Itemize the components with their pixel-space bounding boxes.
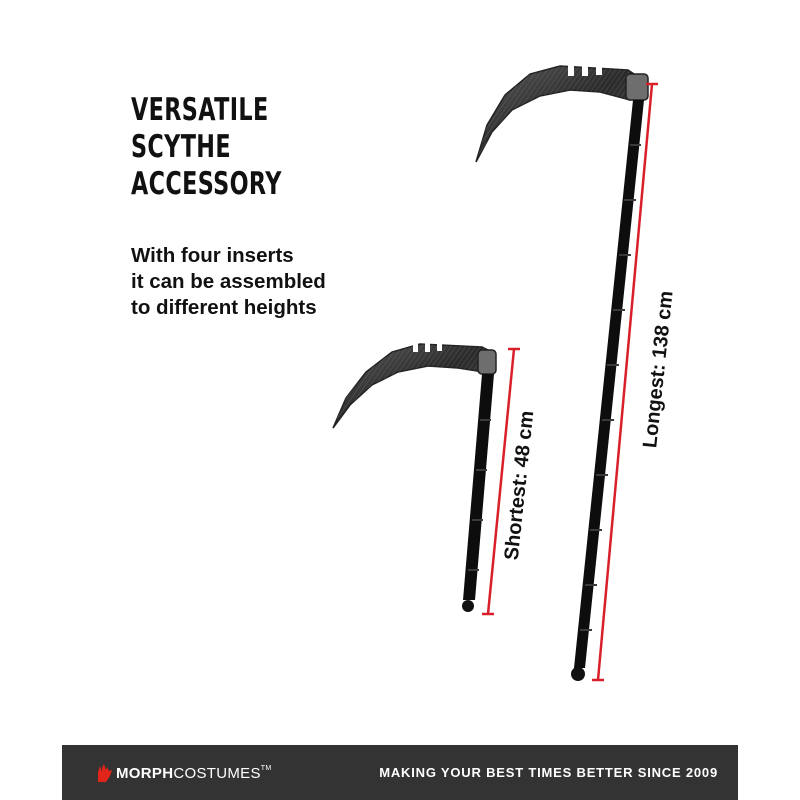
short-scythe [333,342,496,612]
long-scythe [476,64,648,681]
longest-label: Longest: 138 cm [639,289,678,450]
hand-logo-icon [94,762,116,784]
heading-line-1: VERSATILE [131,92,269,128]
heading-line-3: ACCESSORY [131,166,282,202]
heading-line-2: SCYTHE [131,129,231,165]
footer-tagline: MAKING YOUR BEST TIMES BETTER SINCE 2009 [379,765,718,780]
footer-bar [62,745,738,800]
shortest-label: Shortest: 48 cm [500,409,539,562]
short-scythe-pommel [462,600,474,612]
description-line-2: it can be assembled [131,270,326,293]
description-line-3: to different heights [131,296,317,319]
brand-logo [94,762,271,784]
description-line-1: With four inserts [131,244,294,267]
long-scythe-head [626,74,648,100]
long-scythe-shaft [574,100,644,668]
short-scythe-shaft [463,374,494,600]
brand-name: MORPHCOSTUMES™ [116,764,272,782]
short-scythe-head [478,350,496,374]
long-scythe-pommel [571,667,585,681]
